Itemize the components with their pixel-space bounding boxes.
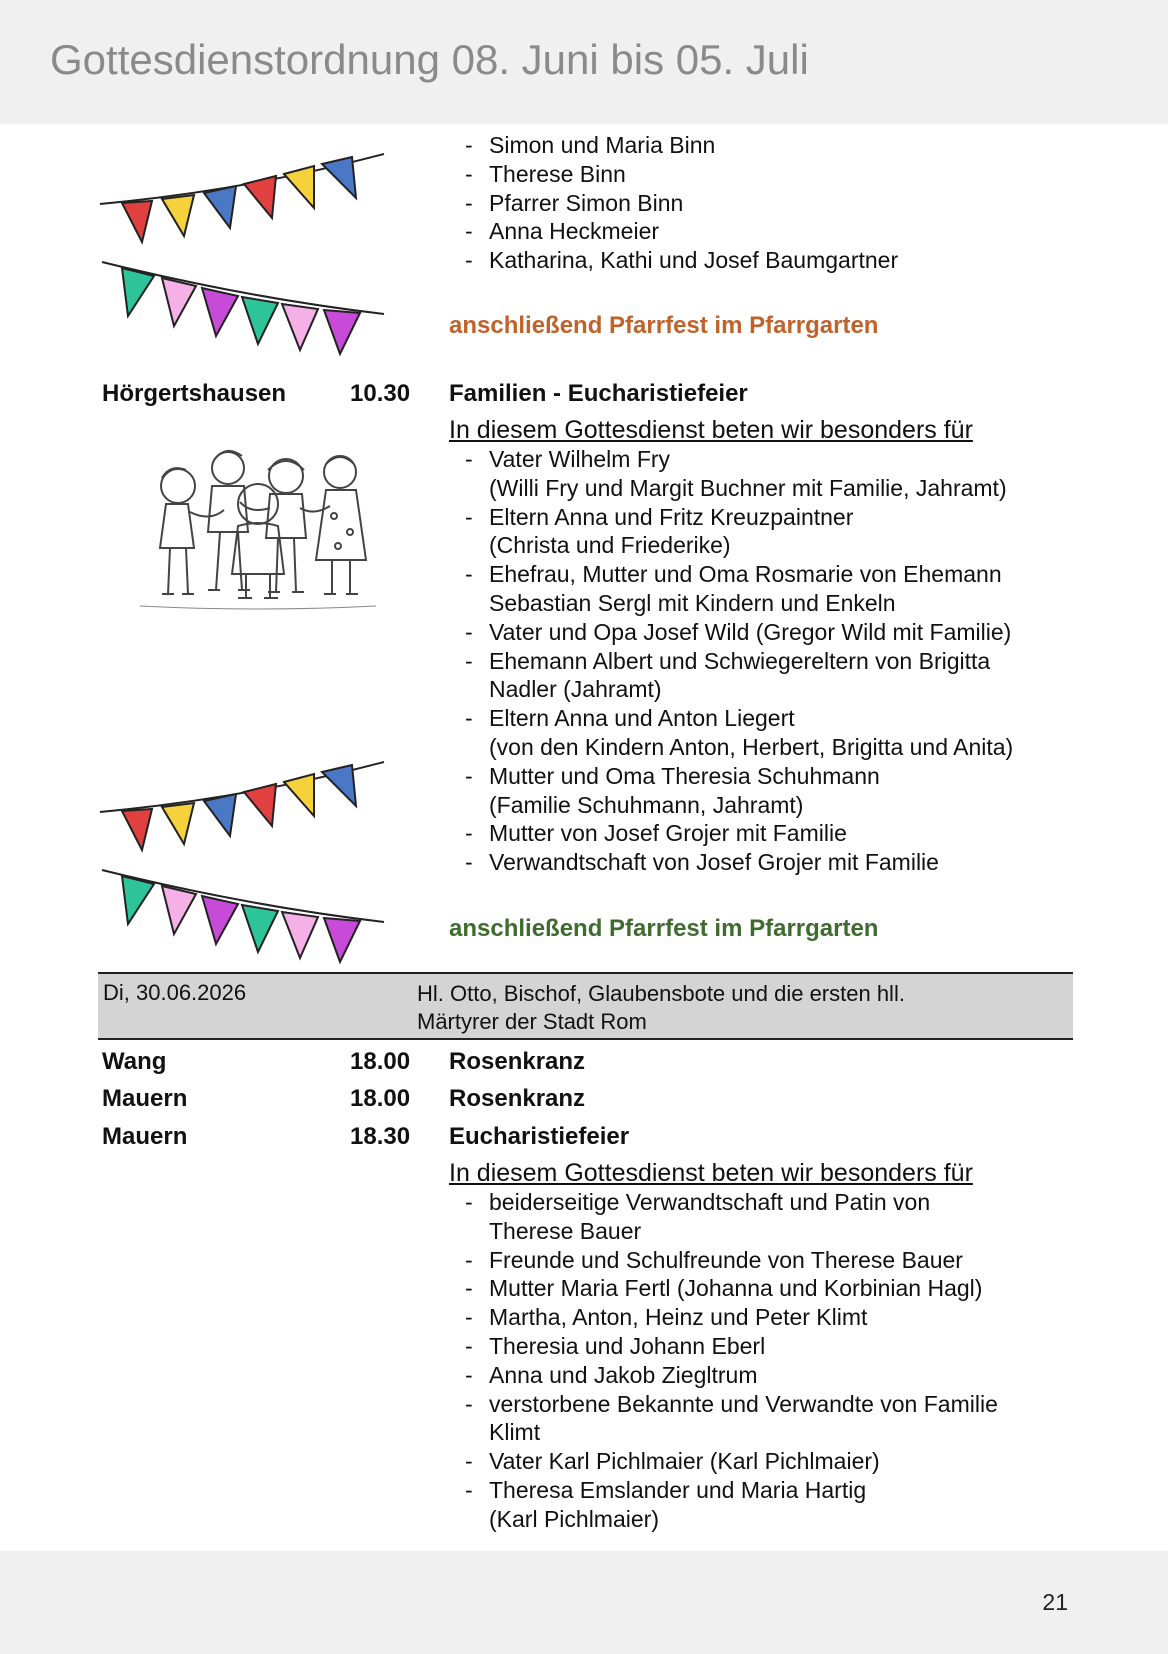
service-place: Hörgertshausen (102, 380, 287, 407)
list-item: - Anna Heckmeier (449, 217, 898, 246)
list-item: - Mutter und Oma Theresia Schuhmann (Familie Schuhmann, Jahramt) (449, 762, 1013, 820)
list-item: - verstorbene Bekannte und Verwandte von Familie Klimt (449, 1390, 998, 1448)
list-item: - Ehefrau, Mutter und Oma Rosmarie von Ehemann Sebastian Sergl mit Kindern und Enkeln (449, 560, 1013, 618)
page-number: 21 (1042, 1589, 1068, 1615)
page-title: Gottesdienstordnung 08. Juni bis 05. Juli (50, 36, 809, 83)
list-item: - Vater Wilhelm Fry (Willi Fry und Margit Buchner mit Familie, Jahramt) (449, 445, 1013, 503)
service-time: 18.00 (350, 1048, 411, 1075)
children-dancing-icon (140, 446, 376, 610)
service-place: Mauern (102, 1085, 188, 1112)
intention-list-2 (449, 445, 1013, 877)
service-time: 18.30 (350, 1123, 411, 1150)
list-item: - Eltern Anna und Fritz Kreuzpaintner (Christa und Friederike) (449, 503, 1013, 561)
list-item: - Verwandtschaft von Josef Grojer mit Familie (449, 848, 1013, 877)
list-item: - Eltern Anna und Anton Liegert (von den Kindern Anton, Herbert, Brigitta und Anita) (449, 704, 1013, 762)
bunting-garland-mid-pastel-icon (98, 866, 388, 966)
list-item: - Pfarrer Simon Binn (449, 189, 898, 218)
service-time: 10.30 (350, 380, 411, 407)
day-date: Di, 30.06.2026 (103, 980, 247, 1005)
list-item: - Vater Karl Pichlmaier (Karl Pichlmaier) (449, 1447, 998, 1476)
list-item: - beiderseitige Verwandtschaft und Patin von Therese Bauer (449, 1188, 998, 1246)
feast-note-2: anschließend Pfarrfest im Pfarrgarten (449, 915, 879, 942)
service-name: Eucharistiefeier (449, 1123, 630, 1150)
page-footer (0, 1551, 1168, 1654)
intention-list-3 (449, 1188, 998, 1534)
bunting-garland-top-primary-icon (98, 150, 388, 250)
list-item: - Simon und Maria Binn (449, 131, 898, 160)
service-place: Mauern (102, 1123, 188, 1150)
list-item: - Theresa Emslander und Maria Hartig (Karl Pichlmaier) (449, 1476, 998, 1534)
service-name: Rosenkranz (449, 1048, 586, 1075)
bunting-garland-top-pastel-icon (98, 258, 388, 358)
list-item: - Theresia und Johann Eberl (449, 1332, 998, 1361)
list-item: - Mutter von Josef Grojer mit Familie (449, 819, 1013, 848)
list-item: - Freunde und Schulfreunde von Therese Bauer (449, 1246, 998, 1275)
list-item: - Ehemann Albert und Schwiegereltern von Brigitta Nadler (Jahramt) (449, 647, 1013, 705)
list-item: - Vater und Opa Josef Wild (Gregor Wild mit Familie) (449, 618, 1013, 647)
list-item: - Katharina, Kathi und Josef Baumgartner (449, 246, 898, 275)
list-item: - Mutter Maria Fertl (Johanna und Korbinian Hagl) (449, 1274, 998, 1303)
list-item: - Martha, Anton, Heinz und Peter Klimt (449, 1303, 998, 1332)
list-item: - Therese Binn (449, 160, 898, 189)
day-header-band (98, 972, 1073, 1040)
day-saint: Hl. Otto, Bischof, Glaubensbote und die ersten hll. Märtyrer der Stadt Rom (417, 981, 905, 1034)
feast-note-1: anschließend Pfarrfest im Pfarrgarten (449, 312, 879, 339)
service-place: Wang (102, 1048, 167, 1075)
list-item: - Anna und Jakob Ziegltrum (449, 1361, 998, 1390)
page-header (0, 0, 1168, 124)
intention-intro: In diesem Gottesdienst beten wir besonders für (449, 1159, 973, 1187)
service-time: 18.00 (350, 1085, 411, 1112)
service-name: Familien - Eucharistiefeier (449, 380, 748, 407)
intention-list-1 (449, 131, 898, 275)
intention-intro: In diesem Gottesdienst beten wir besonders für (449, 416, 973, 444)
service-name: Rosenkranz (449, 1085, 586, 1112)
bunting-garland-mid-primary-icon (98, 758, 388, 858)
